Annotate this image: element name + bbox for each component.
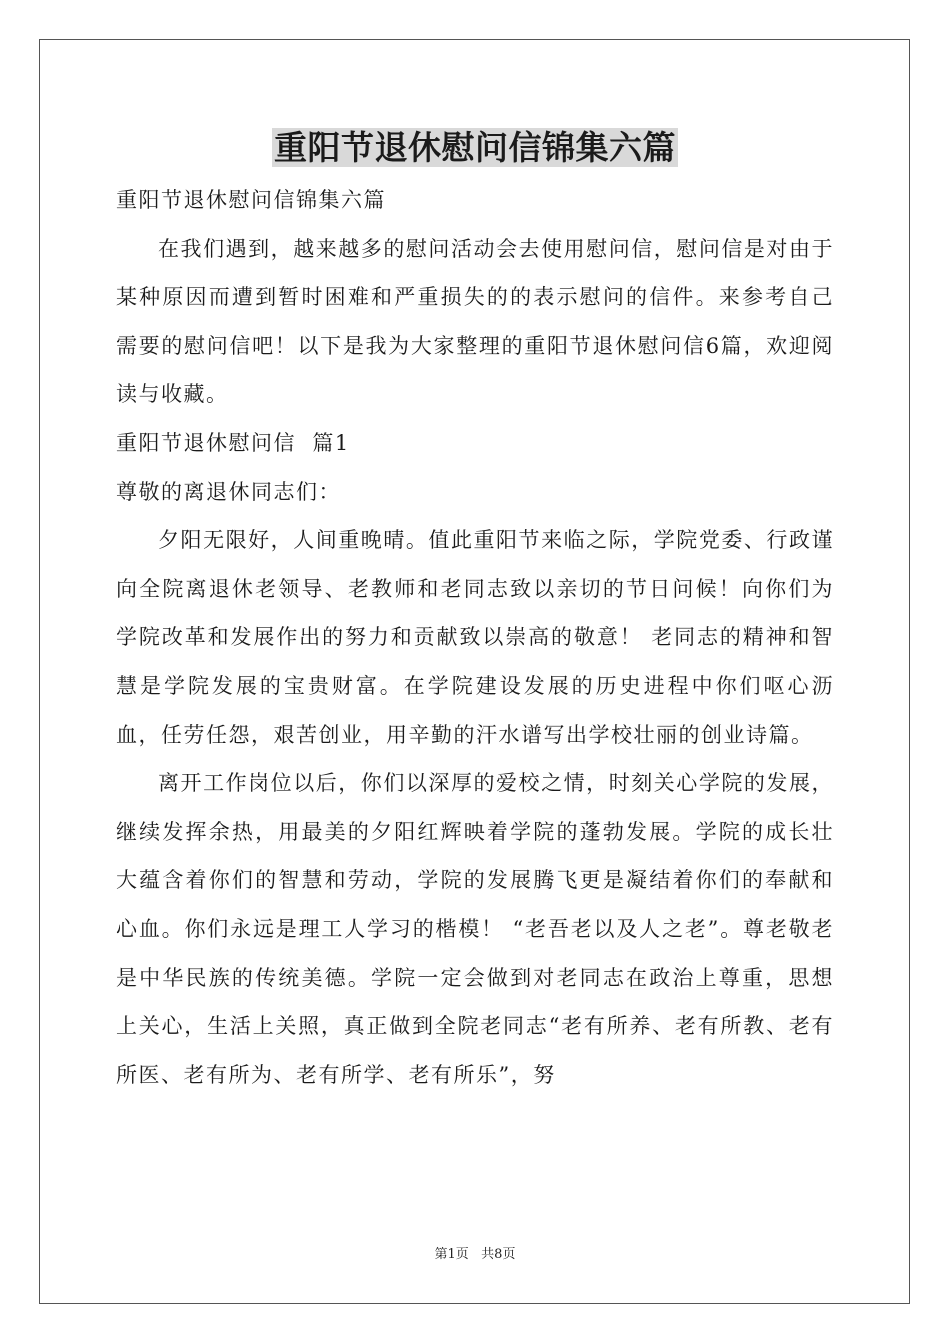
document-title [0,124,950,172]
body-paragraph: 重阳节退休慰问信锦集六篇 [116,188,386,212]
section-heading: 重阳节退休慰问信 篇1 [116,430,350,455]
page-footer: 第1页 共8页 [434,1247,516,1262]
body-paragraph: 在我们遇到，越来越多的慰问活动会去使用慰问信，慰问信是对由于某种原因而遭到暂时困难和严重损失的的表示慰问的信件。来参考自己需要的慰问信吧！以下是我为大家整理的重阳节退休慰问信6篇，欢迎阅读与收藏。 [116,236,834,407]
body-paragraph: 离开工作岗位以后，你们以深厚的爱校之情，时刻关心学院的发展，继续发挥余热，用最美的夕阳红辉映着学院的蓬勃发展。学院的成长壮大蕴含着你们的智慧和劳动，学院的发展腾飞更是凝结着你们的奉献和心血。你们永远是理工人学习的楷模！ “老吾老以及人之老”。尊老敬老是中华民族的传统美德。学院一定会做到对老同志在政治上尊重，思想上关心，生活上关照，真正做到全院老同志“老有所养、老有所教、老有所医、老有所为、老有所学、老有所乐”，努 [116,771,834,1087]
salutation: 尊敬的离退休同志们： [116,479,341,504]
body-paragraph: 夕阳无限好，人间重晚晴。值此重阳节来临之际，学院党委、行政谨向全院离退休老领导、老教师和老同志致以亲切的节日问候！向你们为学院改革和发展作出的努力和贡献致以崇高的敬意！ 老同志的精神和智慧是学院发展的宝贵财富。在学院建设发展的历史进程中你们呕心沥血，任劳任怨，艰苦创业，用辛勤的汗水谱写出学校壮丽的创业诗篇。 [116,528,834,747]
document-body [116,176,834,1099]
document-title-text: 重阳节退休慰问信锦集六篇 [274,128,676,167]
